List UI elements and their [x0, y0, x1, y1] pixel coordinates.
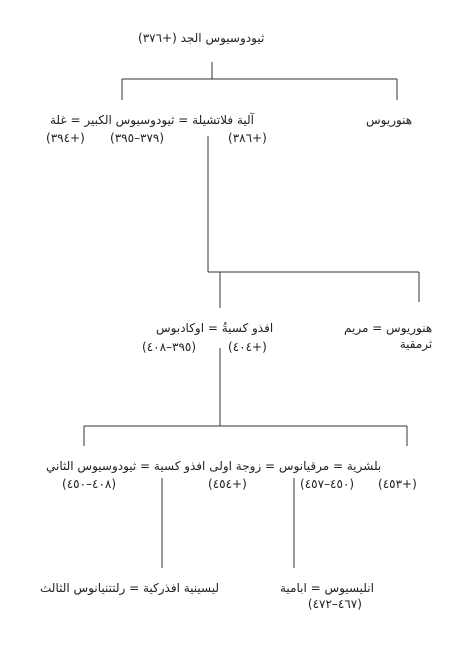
node-date: (+٣٧٦) — [138, 31, 177, 45]
date-marcian — [300, 476, 354, 492]
node-theodosius-ii — [46, 458, 381, 474]
date-pulcheria — [378, 476, 417, 492]
node-date: (٤٦٧–٤٧٢) — [307, 597, 362, 611]
node-honorius-2 — [344, 320, 432, 352]
node-date: (٣٧٩–٣٩٥) — [110, 131, 165, 145]
node-name: بلشرية = مرقيانوس = زوجة اولى افذو كسية = ثيودوسيوس الثاني — [46, 459, 382, 473]
node-date: (٤٥٠–٤٥٧) — [300, 477, 355, 491]
node-name: ثيودوسيوس الجد — [180, 31, 265, 45]
node-date: (+٤٥٤) — [208, 477, 247, 491]
date-eudocia — [208, 476, 247, 492]
date-theodosius-great — [110, 130, 164, 146]
node-name: انليسيوس = ابامية — [280, 581, 374, 595]
date-theodosius-ii — [62, 476, 116, 492]
date-arcadius — [142, 339, 196, 355]
node-name: آلية فلاتشيلة = ثيودوسيوس الكبير = غلة — [50, 113, 254, 127]
node-honorius-1 — [366, 112, 412, 128]
node-subname: ثرمقية — [399, 337, 433, 351]
node-anthemius — [280, 580, 374, 612]
node-name: ليسينية افذركية = رلتتنيانوس الثالث — [40, 581, 220, 595]
node-date: (+٣٩٤) — [46, 131, 85, 145]
node-date: (+٤٥٣) — [378, 477, 417, 491]
node-arcadius — [156, 320, 273, 336]
node-date: (٤٠٨–٤٥٠) — [62, 477, 117, 491]
node-theodosius-elder — [138, 30, 264, 46]
node-date: (٣٩٥–٤٠٨) — [142, 340, 197, 354]
date-flacilla — [46, 130, 85, 146]
node-name: هنوريوس = مريم — [344, 321, 433, 335]
date-eudoxia — [228, 339, 267, 355]
node-licinia — [40, 580, 219, 596]
node-name: افذو كسيةُ = اوكادبوس — [156, 321, 274, 335]
node-date: (+٤٠٤) — [228, 340, 267, 354]
node-date: (+٣٨٦) — [228, 131, 267, 145]
node-theodosius-great — [50, 112, 254, 128]
date-galla — [228, 130, 267, 146]
node-name: هنوريوس — [366, 113, 413, 127]
